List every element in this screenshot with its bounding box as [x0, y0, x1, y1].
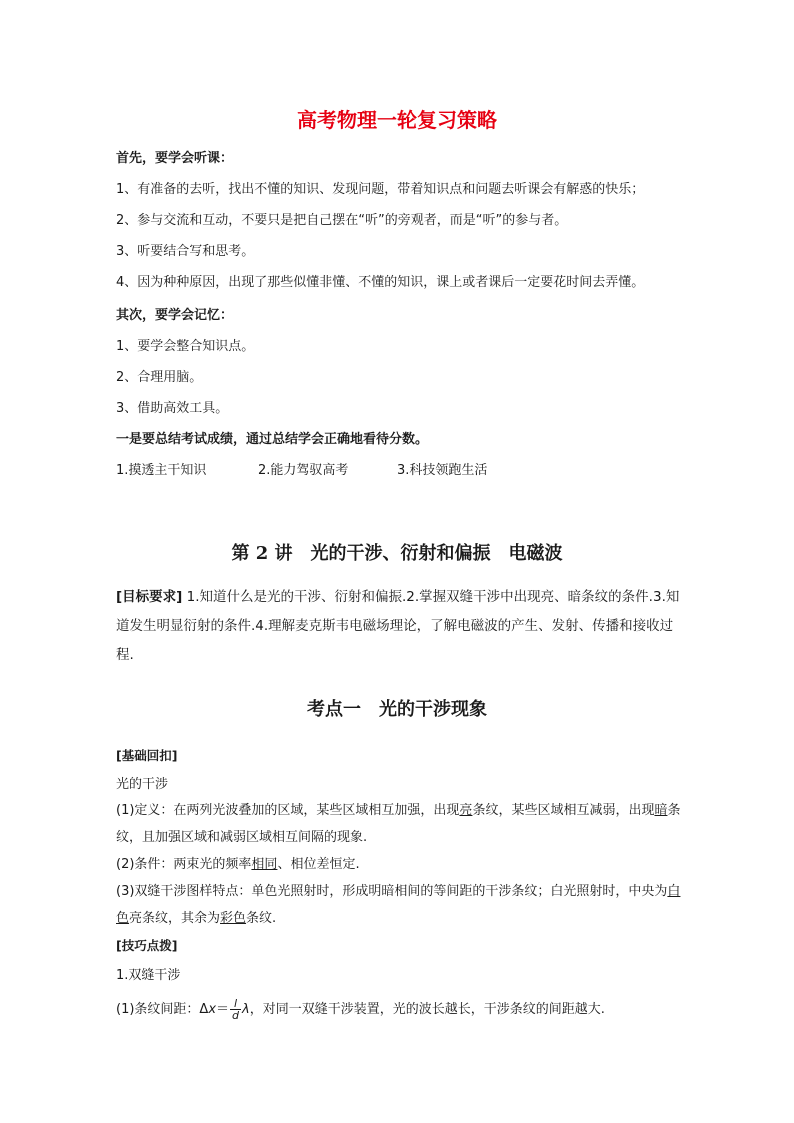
page-title: 高考物理一轮复习策略	[297, 108, 497, 132]
underlined-term: 白色	[116, 884, 681, 926]
underlined-term: 暗	[654, 803, 668, 818]
summary-point: 3.科技领跑生活	[397, 463, 488, 478]
formula-text: ＝	[216, 1002, 230, 1017]
underlined-term: 彩色	[220, 911, 247, 926]
tips-tag: [技巧点拨]	[116, 938, 178, 953]
underlined-term: 相同	[251, 857, 278, 872]
goal-tag: [目标要求]	[116, 589, 183, 605]
list-item: 2、合理用脑。	[116, 370, 203, 385]
condition-text: (2)条件：两束光的频率	[116, 857, 252, 872]
definition-paragraph	[116, 797, 681, 851]
condition-text: 、相位差恒定.	[277, 857, 360, 872]
fraction-denominator: d	[232, 1009, 240, 1022]
list-item: 3、听要结合写和思考。	[116, 244, 255, 259]
section-heading-listen: 首先，要学会听课：	[116, 151, 234, 166]
pattern-text: (3)双缝干涉图样特点：单色光照射时，形成明暗相间的等间距的干涉条纹；白光照射时，中央为	[116, 884, 668, 899]
fraction-l-over-d	[230, 998, 241, 1021]
condition-paragraph	[116, 851, 681, 878]
list-item: 4、因为种种原因，出现了那些似懂非懂、不懂的知识，课上或者课后一定要花时间去弄懂。	[116, 275, 645, 290]
pattern-text: 亮条纹，其余为	[129, 911, 221, 926]
section-heading-memory: 其次，要学会记忆：	[116, 308, 234, 323]
formula-text: (1)条纹间距：Δ	[116, 1002, 209, 1017]
summary-heading: 一是要总结考试成绩，通过总结学会正确地看待分数。	[116, 432, 429, 447]
pattern-text: 条纹.	[246, 911, 277, 926]
subsection-title: 光的干涉	[116, 777, 169, 792]
subsection-title: 1.双缝干涉	[116, 968, 181, 983]
goal-paragraph	[116, 583, 681, 670]
pattern-paragraph	[116, 878, 681, 932]
definition-text: (1)定义：在两列光波叠加的区域，某些区域相互加强，出现	[116, 803, 460, 818]
kaodian-title: 考点一 光的干涉现象	[307, 699, 487, 720]
goal-text: 1.知道什么是光的干涉、衍射和偏振.2.掌握双缝干涉中出现亮、暗条纹的条件.3.知道发生明显衍射的条件.4.理解麦克斯韦电磁场理论，了解电磁波的产生、发射、传播和接收过程.	[116, 589, 680, 663]
underlined-term: 亮	[459, 803, 473, 818]
formula-variable: λ	[242, 1002, 250, 1017]
definition-text: 条纹，且加强区域和减弱区域相互间隔的现象.	[116, 803, 681, 845]
summary-point: 2.能力驾驭高考	[258, 463, 349, 478]
list-item: 1、有准备的去听，找出不懂的知识、发现问题，带着知识点和问题去听课会有解惑的快乐；	[116, 182, 645, 197]
list-item: 2、参与交流和互动，不要只是把自己摆在“听”的旁观者，而是“听”的参与者。	[116, 213, 568, 228]
spacing-formula-line	[116, 998, 605, 1021]
formula-variable: x	[208, 1002, 217, 1017]
basic-review-tag: [基础回扣]	[116, 748, 178, 763]
fraction-numerator: l	[230, 998, 241, 1010]
definition-text: 条纹，某些区域相互减弱，出现	[472, 803, 655, 818]
formula-text: ，对同一双缝干涉装置，光的波长越长，干涉条纹的间距越大.	[249, 1002, 605, 1017]
list-item: 3、借助高效工具。	[116, 401, 229, 416]
lecture-title: 第 2 讲 光的干涉、衍射和偏振 电磁波	[231, 543, 563, 564]
list-item: 1、要学会整合知识点。	[116, 339, 255, 354]
summary-point: 1.摸透主干知识	[116, 463, 207, 478]
